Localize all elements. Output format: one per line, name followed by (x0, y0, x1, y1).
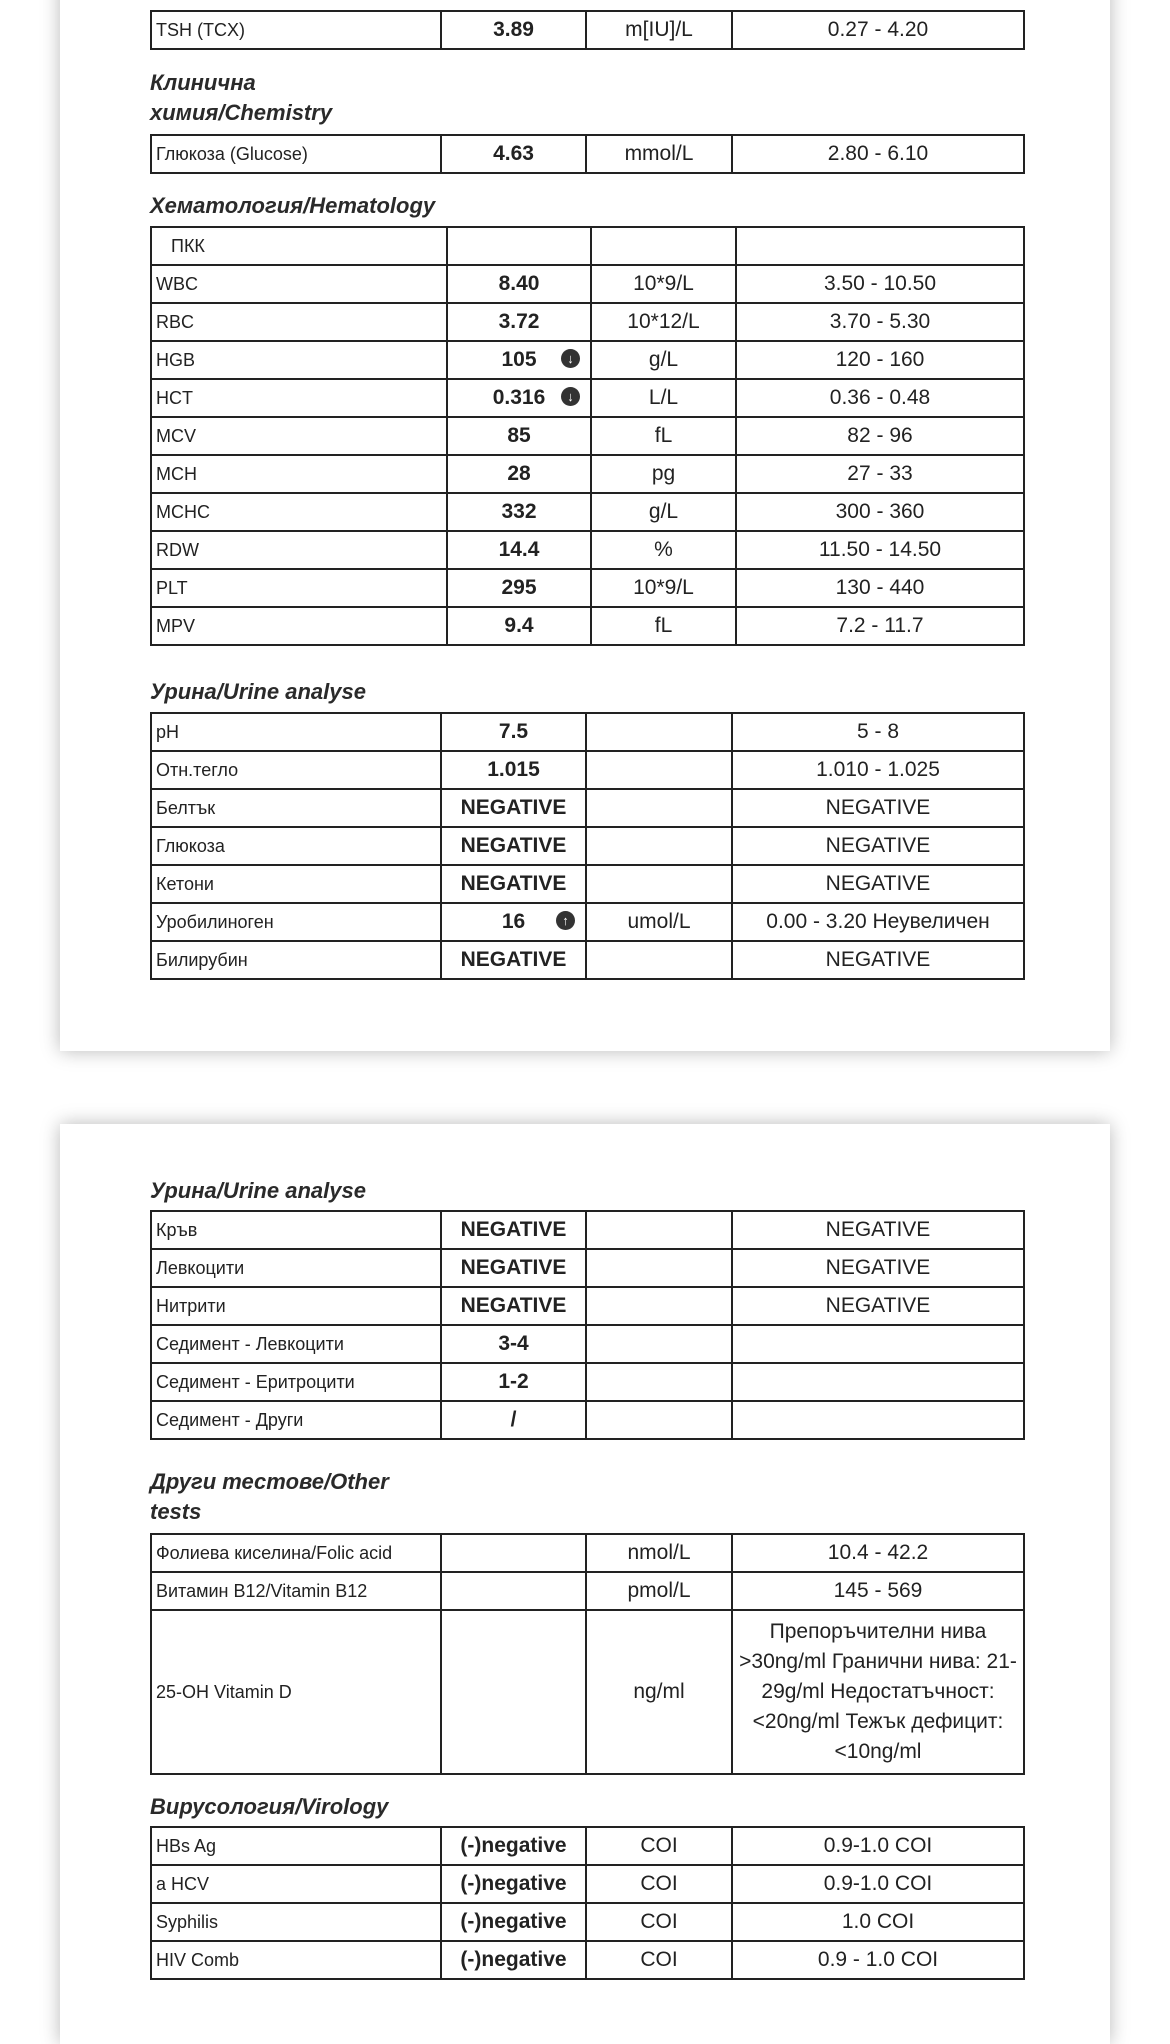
table-row (151, 531, 1024, 569)
unit (586, 713, 732, 751)
unit (586, 1287, 732, 1325)
result-value: 4.63 (441, 135, 586, 173)
table-row (151, 135, 1024, 173)
results-table (150, 1826, 1025, 1980)
section-title: Урина/Urine analyse (150, 679, 366, 704)
unit (591, 227, 736, 265)
reference-range: 1.010 - 1.025 (732, 751, 1024, 789)
table-row (151, 751, 1024, 789)
reference-range: 0.27 - 4.20 (732, 11, 1024, 49)
unit (586, 941, 732, 979)
table-row (151, 903, 1024, 941)
section-chemistry (150, 68, 1023, 165)
unit: fL (591, 417, 736, 455)
result-value: (-)negative (441, 1941, 586, 1979)
table-row (151, 827, 1024, 865)
test-name: PLT (151, 569, 447, 607)
table-row (151, 1865, 1024, 1903)
result-value: NEGATIVE (441, 1287, 586, 1325)
unit (586, 1211, 732, 1249)
result-value: NEGATIVE (441, 865, 586, 903)
result-value: NEGATIVE (441, 789, 586, 827)
table-row (151, 11, 1024, 49)
unit: mmol/L (586, 135, 732, 173)
reference-range: 0.9-1.0 COI (732, 1827, 1024, 1865)
unit: umol/L (586, 903, 732, 941)
reference-range (732, 1363, 1024, 1401)
result-value: 1-2 (441, 1363, 586, 1401)
test-name: Седимент - Други (151, 1401, 441, 1439)
table-row (151, 1572, 1024, 1610)
unit: COI (586, 1903, 732, 1941)
table-row (151, 303, 1024, 341)
test-name: Syphilis (151, 1903, 441, 1941)
unit (586, 827, 732, 865)
test-name: Седимент - Еритроцити (151, 1363, 441, 1401)
section-title: Урина/Urine analyse (150, 1178, 366, 1203)
section-virology (150, 1792, 1023, 1971)
unit: m[IU]/L (586, 11, 732, 49)
section-hematology (150, 191, 1023, 637)
result-value (441, 1534, 586, 1572)
section-title: химия/Chemistry (150, 100, 333, 125)
reference-range: 0.36 - 0.48 (736, 379, 1024, 417)
result-value: 85 (447, 417, 591, 455)
result-value (441, 1572, 586, 1610)
test-name: MCV (151, 417, 447, 455)
table-row (151, 1827, 1024, 1865)
reference-range: 120 - 160 (736, 341, 1024, 379)
test-name: TSH (TCX) (151, 11, 441, 49)
results-table (150, 1210, 1025, 1440)
unit (586, 865, 732, 903)
reference-range: 2.80 - 6.10 (732, 135, 1024, 173)
reference-range: NEGATIVE (732, 1211, 1024, 1249)
reference-range: NEGATIVE (732, 865, 1024, 903)
test-name: WBC (151, 265, 447, 303)
test-name: ПКК (151, 227, 447, 265)
result-value: 3.72 (447, 303, 591, 341)
table-row (151, 789, 1024, 827)
test-name: RDW (151, 531, 447, 569)
table-row (151, 1401, 1024, 1439)
table-row (151, 1534, 1024, 1572)
reference-range: 0.9 - 1.0 COI (732, 1941, 1024, 1979)
test-name: HGB (151, 341, 447, 379)
reference-range: 82 - 96 (736, 417, 1024, 455)
reference-range: NEGATIVE (732, 1287, 1024, 1325)
results-table (150, 134, 1025, 174)
results-table (150, 226, 1025, 646)
table-row (151, 1249, 1024, 1287)
table-row (151, 1363, 1024, 1401)
result-value: (-)negative (441, 1903, 586, 1941)
unit: ng/ml (586, 1610, 732, 1774)
result-value: 3-4 (441, 1325, 586, 1363)
table-row (151, 455, 1024, 493)
test-name: Отн.тегло (151, 751, 441, 789)
result-value: 14.4 (447, 531, 591, 569)
section-title: Хематология/Hematology (150, 193, 436, 218)
test-name: Уробилиноген (151, 903, 441, 941)
unit: COI (586, 1941, 732, 1979)
unit: 10*9/L (591, 265, 736, 303)
arrow-down-circle-icon: ↓ (561, 349, 580, 368)
reference-range (732, 1325, 1024, 1363)
reference-range: 145 - 569 (732, 1572, 1024, 1610)
table-row (151, 569, 1024, 607)
table-row (151, 1287, 1024, 1325)
result-value: 16 ↑ (441, 903, 586, 941)
reference-range: 1.0 COI (732, 1903, 1024, 1941)
table-row (151, 417, 1024, 455)
reference-range: NEGATIVE (732, 941, 1024, 979)
section-urine-1 (150, 677, 1023, 971)
reference-range: 11.50 - 14.50 (736, 531, 1024, 569)
reference-range: 10.4 - 42.2 (732, 1534, 1024, 1572)
arrow-down-circle-icon: ↓ (561, 387, 580, 406)
unit (586, 789, 732, 827)
reference-range: NEGATIVE (732, 827, 1024, 865)
test-name: 25-OH Vitamin D (151, 1610, 441, 1774)
result-value: 105 ↓ (447, 341, 591, 379)
reference-range: Препоръчителни нива >30ng/ml Гранични нива: 21-29g/ml Недостатъчност: <20ng/ml Тежък дефицит: <10ng/ml (732, 1610, 1024, 1774)
result-value: 7.5 (441, 713, 586, 751)
section-other-tests (150, 1467, 1023, 1763)
results-table (150, 10, 1025, 50)
section-title: Вирусология/Virology (150, 1794, 389, 1819)
test-name: MCHC (151, 493, 447, 531)
table-row (151, 1903, 1024, 1941)
reference-range: 3.70 - 5.30 (736, 303, 1024, 341)
result-value: 332 (447, 493, 591, 531)
table-row (151, 227, 1024, 265)
unit: g/L (591, 493, 736, 531)
test-name: Левкоцити (151, 1249, 441, 1287)
result-value: NEGATIVE (441, 1211, 586, 1249)
test-name: MCH (151, 455, 447, 493)
result-value: 8.40 (447, 265, 591, 303)
reference-range: 5 - 8 (732, 713, 1024, 751)
reference-range: 0.9-1.0 COI (732, 1865, 1024, 1903)
test-name: Билирубин (151, 941, 441, 979)
unit: 10*12/L (591, 303, 736, 341)
reference-range (732, 1401, 1024, 1439)
unit (586, 1249, 732, 1287)
table-row (151, 713, 1024, 751)
reference-range: NEGATIVE (732, 1249, 1024, 1287)
result-value: 9.4 (447, 607, 591, 645)
table-row (151, 1941, 1024, 1979)
unit: g/L (591, 341, 736, 379)
test-name: Кетони (151, 865, 441, 903)
reference-range: 27 - 33 (736, 455, 1024, 493)
section-title: Клинична (150, 70, 256, 95)
result-value: 1.015 (441, 751, 586, 789)
test-name: pH (151, 713, 441, 751)
section-title: Други тестове/Other (150, 1469, 389, 1494)
test-name: Глюкоза (Glucose) (151, 135, 441, 173)
table-row (151, 493, 1024, 531)
test-name: Седимент - Левкоцити (151, 1325, 441, 1363)
result-value: 0.316 ↓ (447, 379, 591, 417)
unit: COI (586, 1865, 732, 1903)
test-name: MPV (151, 607, 447, 645)
result-value (447, 227, 591, 265)
test-name: HCT (151, 379, 447, 417)
reference-range: 0.00 - 3.20 Неувеличен (732, 903, 1024, 941)
reference-range: 3.50 - 10.50 (736, 265, 1024, 303)
unit: L/L (591, 379, 736, 417)
results-table (150, 1533, 1025, 1775)
unit: pmol/L (586, 1572, 732, 1610)
table-row (151, 341, 1024, 379)
test-name: Белтък (151, 789, 441, 827)
test-name: HBs Ag (151, 1827, 441, 1865)
reference-range: NEGATIVE (732, 789, 1024, 827)
test-name: HIV Comb (151, 1941, 441, 1979)
table-row (151, 607, 1024, 645)
table-row (151, 865, 1024, 903)
table-row (151, 1610, 1024, 1774)
results-table (150, 712, 1025, 980)
result-value: NEGATIVE (441, 941, 586, 979)
unit: fL (591, 607, 736, 645)
result-value: (-)negative (441, 1865, 586, 1903)
result-value (441, 1610, 586, 1774)
table-row (151, 265, 1024, 303)
unit: nmol/L (586, 1534, 732, 1572)
result-value: 28 (447, 455, 591, 493)
test-name: Глюкоза (151, 827, 441, 865)
unit (586, 1363, 732, 1401)
section-title: tests (150, 1499, 202, 1524)
test-name: Фолиева киселина/Folic acid (151, 1534, 441, 1572)
table-row (151, 379, 1024, 417)
test-name: Нитрити (151, 1287, 441, 1325)
test-name: a HCV (151, 1865, 441, 1903)
result-value: 3.89 (441, 11, 586, 49)
table-row (151, 1211, 1024, 1249)
table-row (151, 1325, 1024, 1363)
result-value: NEGATIVE (441, 827, 586, 865)
reference-range: 130 - 440 (736, 569, 1024, 607)
result-value: (-)negative (441, 1827, 586, 1865)
unit (586, 1325, 732, 1363)
result-value: 295 (447, 569, 591, 607)
test-name: RBC (151, 303, 447, 341)
unit: pg (591, 455, 736, 493)
unit (586, 1401, 732, 1439)
unit (586, 751, 732, 789)
unit: COI (586, 1827, 732, 1865)
result-value: NEGATIVE (441, 1249, 586, 1287)
reference-range: 7.2 - 11.7 (736, 607, 1024, 645)
test-name: Витамин B12/Vitamin B12 (151, 1572, 441, 1610)
unit: 10*9/L (591, 569, 736, 607)
table-row (151, 941, 1024, 979)
unit: % (591, 531, 736, 569)
result-value: / (441, 1401, 586, 1439)
section-urine-2 (150, 1176, 1023, 1431)
arrow-up-circle-icon: ↑ (556, 911, 575, 930)
reference-range (736, 227, 1024, 265)
test-name: Кръв (151, 1211, 441, 1249)
reference-range: 300 - 360 (736, 493, 1024, 531)
